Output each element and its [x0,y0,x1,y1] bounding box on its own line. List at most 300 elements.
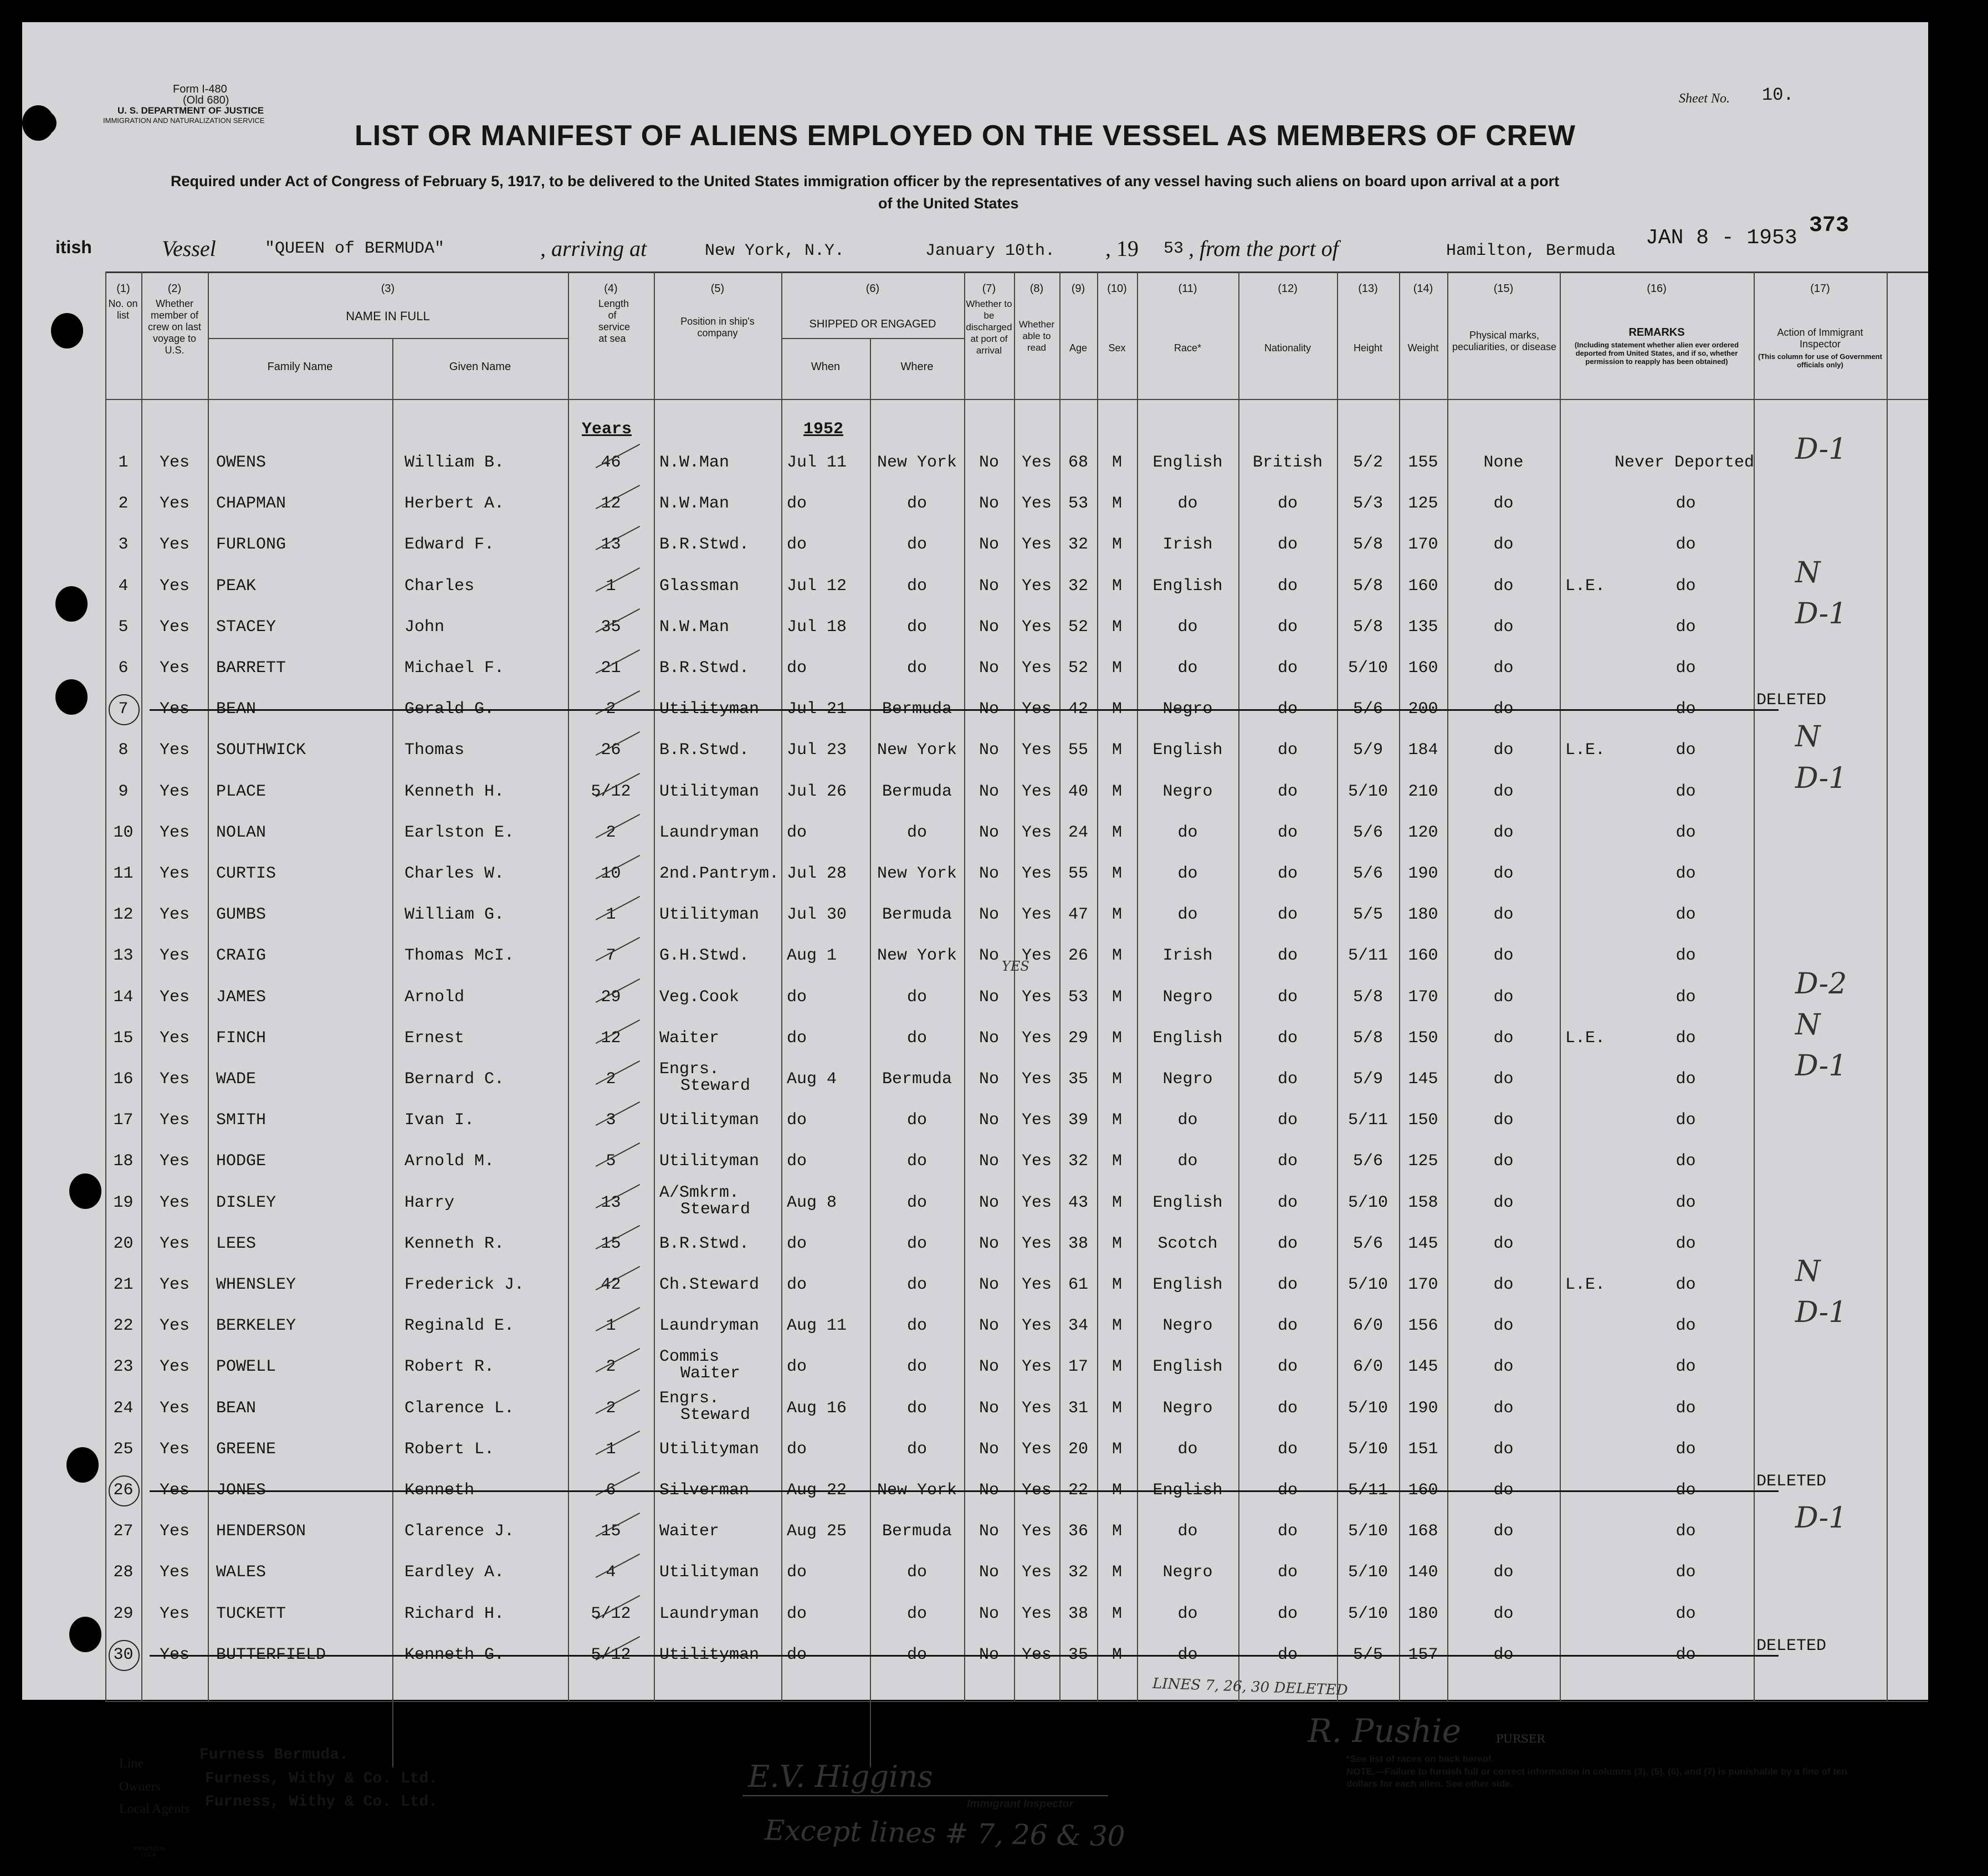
cell-race: Negro [1162,1070,1213,1089]
cell-member: Yes [159,1481,189,1500]
cell-when: do [787,1646,807,1664]
cell-where: do [906,659,927,678]
cell-given-name: Richard H. [404,1605,505,1623]
cell-member: Yes [159,535,189,554]
cell-given-name: Earlston E. [404,823,515,842]
cell-given-name: Gerald G. [404,700,495,719]
cell-marks: do [1493,659,1514,678]
cell-sex: M [1111,946,1122,965]
cell-remarks: do [1676,1440,1696,1459]
cell-remarks: do [1676,782,1696,801]
cell-remarks: do [1676,1399,1696,1418]
cell-marks: do [1493,1275,1514,1294]
cell-race: do [1177,659,1198,678]
cell-height: 5/11 [1347,1481,1388,1500]
received-stamp-date: JAN 8 - 1953 [1646,226,1797,250]
line-label: Line [119,1756,144,1771]
cell-when: Jul 26 [787,782,847,801]
cell-given-name: William B. [404,453,505,472]
col-head-position: Position in ship's company [680,316,755,339]
cell-marks: do [1493,1193,1514,1212]
cell-discharge: No [978,905,999,924]
cell-race: do [1177,1440,1198,1459]
punch-hole [55,586,88,622]
cell-remarks: do [1676,1605,1696,1623]
subtitle-line-2: of the United States [878,195,1019,212]
cell-read: Yes [1021,1522,1052,1541]
inspector-action: D-2 [1795,967,1847,1001]
cell-position: Glassman [659,577,740,596]
cell-where: do [906,1234,927,1253]
cell-age: 22 [1068,1481,1088,1500]
cell-when: do [787,988,807,1007]
cell-sex: M [1111,1563,1122,1582]
cell-position: Utilityman [659,1152,760,1171]
cell-family-name: PLACE [216,782,267,801]
cell-sex: M [1111,618,1122,637]
agents-label: Local Agents [119,1802,190,1816]
cell-remarks: do [1676,1111,1696,1130]
cell-service: 5 [606,1152,616,1171]
cell-discharge: No [978,946,999,965]
cell-discharge: No [978,1605,999,1623]
cell-where: Bermuda [882,1522,952,1541]
cell-member: Yes [159,946,189,965]
cell-where: do [906,1029,927,1048]
col-head-marks: Physical marks, peculiarities, or disease [1452,330,1557,352]
cell-nationality: do [1277,1152,1298,1171]
cell-height: 5/10 [1347,1563,1388,1582]
cell-discharge: No [978,1316,999,1335]
cell-family-name: WALES [216,1563,267,1582]
cell-family-name: PEAK [216,577,257,596]
cell-no: 3 [118,535,129,554]
cell-race: Irish [1162,946,1213,965]
cell-discharge: No [978,1152,999,1171]
cell-discharge: No [978,453,999,472]
arrival-port: New York, N.Y. [705,242,845,260]
cell-member: Yes [159,453,189,472]
cell-height: 5/3 [1352,494,1383,513]
cell-discharge: No [978,618,999,637]
col-rule [1887,271,1888,1701]
cell-service: 6 [606,1481,616,1500]
cell-family-name: BEAN [216,1399,257,1418]
cell-weight: 150 [1408,1029,1438,1048]
cell-service: 15 [601,1522,621,1541]
cell-height: 5/10 [1347,1275,1388,1294]
cell-nationality: do [1277,1275,1298,1294]
cell-read: Yes [1021,905,1052,924]
cell-position: Engrs. [659,1389,720,1408]
cell-given-name: Charles [404,577,475,596]
punch-hole [51,313,83,348]
row-number-circle [109,694,140,725]
cell-race: Negro [1162,1563,1213,1582]
col-rule [1560,271,1561,1701]
cell-position: B.R.Stwd. [659,535,750,554]
cell-service: 12 [601,1029,621,1048]
cell-height: 6/0 [1352,1316,1383,1335]
cell-given-name: Herbert A. [404,494,505,513]
cell-where: do [906,1316,927,1335]
cell-height: 5/8 [1352,577,1383,596]
inspector-action: D-1 [1795,597,1847,631]
col-head-when: When [811,361,841,373]
col-head-nationality: Nationality [1264,342,1311,353]
cell-discharge: No [978,1357,999,1376]
cell-age: 52 [1068,659,1088,678]
cell-read: Yes [1021,535,1052,554]
cell-no: 6 [118,659,129,678]
col-num-14: (14) [1413,283,1433,295]
col-head-no: No. on list [108,298,138,321]
cell-height: 6/0 [1352,1357,1383,1376]
cell-member: Yes [159,494,189,513]
cell-read: Yes [1021,494,1052,513]
cell-height: 5/10 [1347,1399,1388,1418]
cell-given-name: Ivan I. [404,1111,475,1130]
cell-marks: do [1493,1111,1514,1130]
cell-weight: 120 [1408,823,1438,842]
cell-service: 1 [606,1440,616,1459]
col-head-remarks: REMARKS [1628,326,1685,339]
shipped-group-rule [781,338,964,339]
cell-remarks: do [1676,1522,1696,1541]
cell-position: Veg.Cook [659,988,740,1007]
line-value: Furness Bermuda. [199,1746,349,1764]
cell-weight: 200 [1408,700,1438,719]
deleted-stamp: DELETED [1756,1637,1827,1655]
cell-sex: M [1111,1357,1122,1376]
cell-remarks: do [1676,823,1696,842]
cell-family-name: TUCKETT [216,1605,286,1623]
cell-position: Utilityman [659,1111,760,1130]
form-service: IMMIGRATION AND NATURALIZATION SERVICE [103,116,265,125]
cell-age: 32 [1068,535,1088,554]
agents-value: Furness, Withy & Co. Ltd. [205,1793,438,1811]
cell-no: 15 [113,1029,134,1048]
cell-marks: do [1493,864,1514,883]
inspector-action: D-1 [1795,762,1847,795]
cell-weight: 170 [1408,1275,1438,1294]
manifest-sheet [22,22,1928,1858]
inspector-action: N [1795,1008,1821,1042]
cell-race: do [1177,1111,1198,1130]
cell-race: do [1177,864,1198,883]
cell-family-name: JONES [216,1481,267,1500]
cell-when: do [787,1440,807,1459]
punch-hole [69,1173,101,1209]
col-num-9: (9) [1071,283,1085,295]
cell-le: L.E. [1565,1275,1606,1294]
cell-service: 1 [606,1316,616,1335]
cell-remarks: do [1676,1152,1696,1171]
cell-given-name: Kenneth [404,1481,475,1500]
cell-family-name: BARRETT [216,659,286,678]
cell-family-name: WHENSLEY [216,1275,296,1294]
cell-when: do [787,1275,807,1294]
col-num-5: (5) [710,283,725,295]
cell-member: Yes [159,782,189,801]
cell-weight: 135 [1408,618,1438,637]
cell-sex: M [1111,988,1122,1007]
cell-service: 2 [606,700,616,719]
cell-service: 1 [606,577,616,596]
cell-sex: M [1111,1605,1122,1623]
cell-weight: 140 [1408,1563,1438,1582]
cell-member: Yes [159,741,189,760]
cell-weight: 160 [1408,659,1438,678]
cell-member: Yes [159,659,189,678]
cell-where: do [906,1605,927,1623]
cell-member: Yes [159,988,189,1007]
cell-marks: do [1493,741,1514,760]
cell-where: do [906,1111,927,1130]
cell-race: English [1152,577,1223,596]
cell-discharge: No [978,1070,999,1089]
cell-nationality: do [1277,741,1298,760]
sheet-number: 10. [1762,85,1794,105]
cell-remarks: do [1676,1316,1696,1335]
cell-marks: do [1493,1316,1514,1335]
cell-where: New York [877,1481,957,1500]
cell-discharge: No [978,577,999,596]
cell-given-name: Clarence J. [404,1522,515,1541]
cell-family-name: HODGE [216,1152,267,1171]
cell-when: Aug 1 [787,946,837,965]
cell-age: 38 [1068,1234,1088,1253]
cell-member: Yes [159,1357,189,1376]
cell-when: Jul 18 [787,618,847,637]
cell-where: Bermuda [882,905,952,924]
cell-nationality: do [1277,1193,1298,1212]
cell-given-name: Thomas [404,741,465,760]
cell-nationality: do [1277,494,1298,513]
cell-where: do [906,1646,927,1664]
cell-nationality: do [1277,1029,1298,1048]
col-num-2: (2) [167,283,182,295]
cell-position: Silverman [659,1481,750,1500]
cell-height: 5/8 [1352,1029,1383,1048]
cell-sex: M [1111,494,1122,513]
cell-read: Yes [1021,823,1052,842]
cell-weight: 145 [1408,1234,1438,1253]
form-old-id: (Old 680) [183,94,229,106]
cell-service: 7 [606,946,616,965]
cell-sex: M [1111,1275,1122,1294]
cell-marks: do [1493,1563,1514,1582]
departure-port: Hamilton, Bermuda [1446,242,1616,260]
cell-discharge: No [978,700,999,719]
arriving-label: , arriving at [540,236,647,261]
cell-read: Yes [1021,453,1052,472]
cell-family-name: STACEY [216,618,276,637]
cell-sex: M [1111,700,1122,719]
cell-read: Yes [1021,700,1052,719]
cell-position-line-2: Steward [680,1200,751,1219]
inspector-label: Immigrant Inspector [967,1798,1074,1810]
cell-read: Yes [1021,741,1052,760]
cell-weight: 190 [1408,1399,1438,1418]
cell-where: do [906,618,927,637]
cell-marks: do [1493,1440,1514,1459]
cell-discharge: No [978,535,999,554]
cell-read: Yes [1021,659,1052,678]
cell-weight: 190 [1408,864,1438,883]
cell-position: B.R.Stwd. [659,1234,750,1253]
cell-member: Yes [159,1111,189,1130]
cell-when: do [787,1111,807,1130]
cell-position: Waiter [659,1029,720,1048]
cell-remarks: do [1676,618,1696,637]
cell-discharge: No [978,988,999,1007]
cell-position: Waiter [659,1522,720,1541]
cell-given-name: Ernest [404,1029,465,1048]
cell-age: 40 [1068,782,1088,801]
cell-marks: do [1493,1481,1514,1500]
except-lines-note: Except lines # 7, 26 & 30 [764,1814,1126,1853]
cell-family-name: FINCH [216,1029,267,1048]
col-head-height: Height [1353,342,1383,353]
cell-age: 43 [1068,1193,1088,1212]
cell-remarks: do [1676,535,1696,554]
cell-nationality: do [1277,618,1298,637]
cell-family-name: FURLONG [216,535,286,554]
cell-sex: M [1111,535,1122,554]
cell-weight: 170 [1408,988,1438,1007]
cell-discharge: No [978,1522,999,1541]
name-group-rule [208,338,568,339]
cell-when: Aug 22 [787,1481,847,1500]
cell-read: Yes [1021,1646,1052,1664]
cell-discharge: No [978,1275,999,1294]
cell-service: 15 [601,1234,621,1253]
cell-read: Yes [1021,864,1052,883]
yes-correction-annotation: YES [1002,958,1029,974]
cell-nationality: do [1277,659,1298,678]
cell-given-name: Arnold M. [404,1152,495,1171]
cell-given-name: Eardley A. [404,1563,505,1582]
cell-no: 11 [113,864,134,883]
cell-service: 2 [606,1357,616,1376]
cell-position-line-2: Steward [680,1406,751,1424]
cell-remarks: do [1676,1029,1696,1048]
cell-service: 10 [601,864,621,883]
cell-position: B.R.Stwd. [659,659,750,678]
punch-hole [32,111,57,135]
cell-weight: 125 [1408,1152,1438,1171]
cell-when: do [787,1563,807,1582]
cell-marks: do [1493,988,1514,1007]
col-head-weight: Weight [1407,342,1439,353]
cell-given-name: Bernard C. [404,1070,505,1089]
cell-nationality: do [1277,700,1298,719]
cell-service: 2 [606,823,616,842]
cell-read: Yes [1021,618,1052,637]
cell-race: do [1177,494,1198,513]
cell-age: 32 [1068,577,1088,596]
cell-given-name: Robert L. [404,1440,495,1459]
cell-where: do [906,1275,927,1294]
cell-family-name: BEAN [216,700,257,719]
cell-read: Yes [1021,1111,1052,1130]
punch-hole [69,1617,101,1652]
cell-position: 2nd.Pantrym. [659,864,780,883]
cell-read: Yes [1021,577,1052,596]
cell-weight: 180 [1408,905,1438,924]
cell-race: do [1177,823,1198,842]
cell-height: 5/9 [1352,1070,1383,1089]
cell-weight: 156 [1408,1316,1438,1335]
cell-service: 5/12 [591,1646,631,1664]
cell-race: English [1152,1481,1223,1500]
cell-remarks: do [1676,1646,1696,1664]
cell-position: Laundryman [659,1316,760,1335]
cell-given-name: Michael F. [404,659,505,678]
cell-age: 38 [1068,1605,1088,1623]
cell-marks: do [1493,700,1514,719]
cell-when: Jul 23 [787,741,847,760]
cell-position: N.W.Man [659,618,730,637]
cell-family-name: BUTTERFIELD [216,1646,326,1664]
cell-read: Yes [1021,1234,1052,1253]
col-num-13: (13) [1358,283,1378,295]
cell-given-name: Thomas McI. [404,946,515,965]
cell-age: 42 [1068,700,1088,719]
cell-nationality: do [1277,1522,1298,1541]
cell-when: Aug 8 [787,1193,837,1212]
cell-when: Jul 12 [787,577,847,596]
cell-weight: 168 [1408,1522,1438,1541]
col-num-4: (4) [604,283,618,295]
cell-service: 3 [606,1111,616,1130]
cell-member: Yes [159,577,189,596]
cell-age: 53 [1068,494,1088,513]
cell-remarks: do [1676,577,1696,596]
cell-when: Aug 25 [787,1522,847,1541]
cell-age: 32 [1068,1563,1088,1582]
col-head-service: Length of service at sea [598,298,631,344]
cell-height: 5/10 [1347,1440,1388,1459]
cell-service: 35 [601,618,621,637]
cell-position: Commis [659,1347,720,1366]
cell-sex: M [1111,1399,1122,1418]
cell-height: 5/10 [1347,1522,1388,1541]
cell-when: Jul 11 [787,453,847,472]
cell-read: Yes [1021,1399,1052,1418]
cell-nationality: do [1277,1440,1298,1459]
cell-where: do [906,1152,927,1171]
cell-member: Yes [159,823,189,842]
cell-race: English [1152,1357,1223,1376]
cell-no: 8 [118,741,129,760]
cell-position: Utilityman [659,1563,760,1582]
cell-nationality: do [1277,1357,1298,1376]
cell-read: Yes [1021,946,1052,965]
year-prefix: , 19 [1105,236,1139,261]
cell-discharge: No [978,1440,999,1459]
cell-service: 2 [606,1070,616,1089]
deleted-stamp: DELETED [1756,691,1827,710]
cell-service: 13 [601,1193,621,1212]
cell-when: Aug 11 [787,1316,847,1335]
cell-family-name: OWENS [216,453,267,472]
cell-height: 5/6 [1352,700,1383,719]
cell-nationality: do [1277,905,1298,924]
cell-discharge: No [978,1193,999,1212]
cell-service: 42 [601,1275,621,1294]
